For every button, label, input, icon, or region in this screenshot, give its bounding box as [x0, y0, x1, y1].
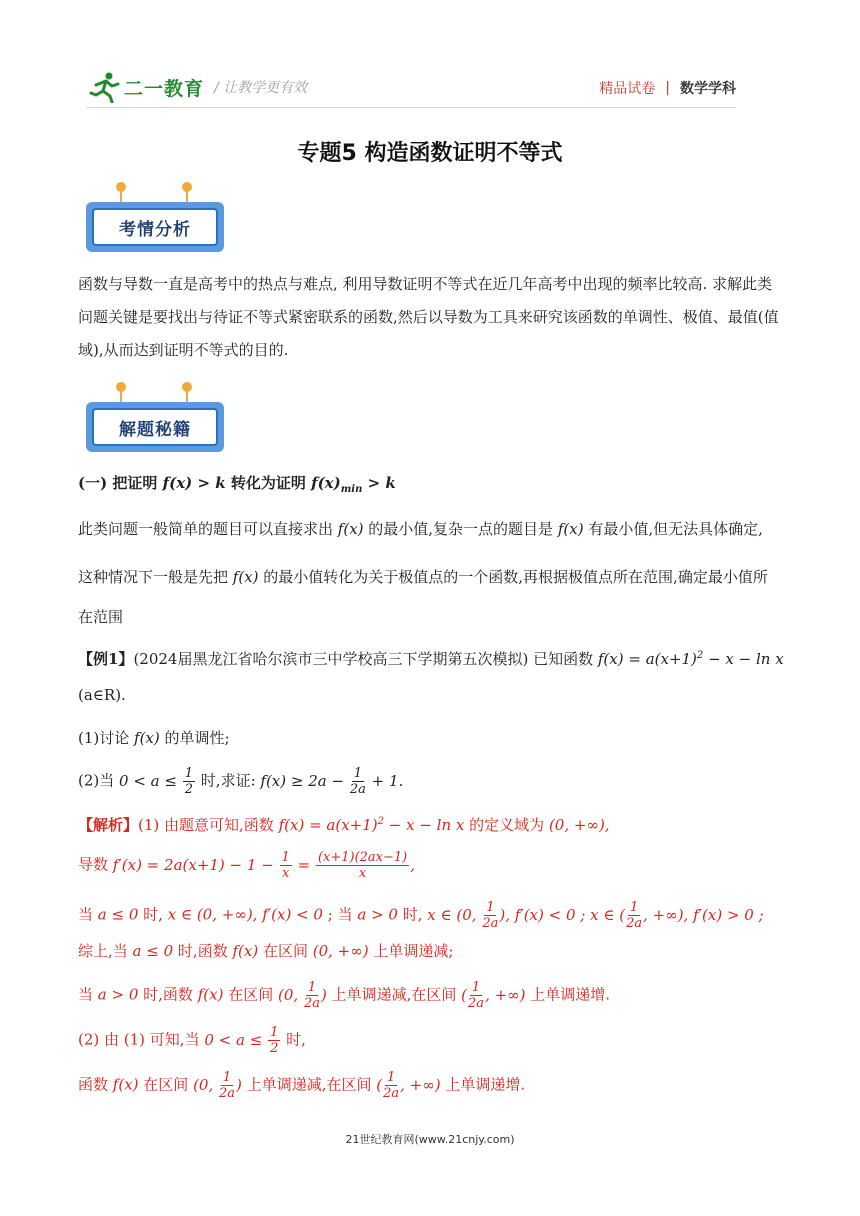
question-2	[78, 766, 403, 797]
example-label: 【例1】	[78, 650, 134, 668]
formula: (0, $\frac{1}{2a}$ )	[193, 1070, 242, 1101]
formula: ( $\frac{1}{2a}$ , +∞)	[376, 1070, 441, 1101]
formula: (0, +∞)	[307, 942, 374, 960]
text-line	[78, 566, 768, 587]
analysis-badge	[86, 182, 226, 254]
text: 时,	[143, 905, 163, 924]
formula: f(x)	[333, 520, 369, 538]
runner-logo-icon	[88, 71, 122, 103]
formula: ( $\frac{1}{2a}$ , +∞)	[461, 980, 526, 1011]
formula: x ∈ (0, +∞), f′(x) < 0	[167, 905, 323, 924]
header-subject-name: 数学学科	[680, 81, 736, 97]
text: 时,函数	[177, 942, 228, 960]
intro-line: 域),从而达到证明不等式的目的.	[78, 341, 289, 359]
section-heading	[78, 472, 396, 495]
formula: a > 0	[352, 905, 403, 924]
text: 在区间	[143, 1075, 189, 1094]
formula: 0 < a ≤ $\frac{1}{2}$	[119, 766, 194, 797]
badge-label: 解题秘籍	[92, 408, 218, 446]
formula: 0 < a ≤ $\frac{1}{2}$	[204, 1025, 279, 1056]
badge-frame	[86, 402, 224, 452]
badge-pin-icon	[116, 182, 126, 192]
text: 在区间	[262, 942, 308, 960]
text: 上单调递减,在区间	[331, 985, 457, 1004]
formula: f(x)	[228, 568, 264, 586]
formula: a ≤ 0	[127, 942, 178, 960]
solution-line	[78, 900, 764, 931]
formula: $f(x) = a(x+1)^2 - x - \ln x$	[278, 816, 465, 834]
brand-slogan: / 让教学更有效	[214, 80, 308, 96]
question-1	[78, 727, 230, 748]
text: 有最小值,但无法具体确定,	[588, 520, 763, 538]
text: 时,函数	[143, 985, 193, 1004]
formula: (0, +∞),	[548, 816, 610, 834]
formula: f(x)	[129, 729, 165, 747]
intro-paragraph	[78, 268, 782, 367]
text: 时,	[286, 1030, 306, 1049]
formula: f(x)	[192, 985, 229, 1004]
formula: f′(x) = 2a(x+1) − 1 − $\frac{1}{x}$ = $\frac{(x+1)(2ax-1)}{x}$ ,	[112, 850, 416, 881]
solution-line	[78, 850, 415, 881]
intro-line: 问题关键是要找出与待证不等式紧密联系的函数,然后以导数为工具来研究该函数的单调性、极值、最值(值	[78, 308, 779, 326]
text-line: 在范围	[78, 608, 124, 626]
text: 这种情况下一般是先把	[78, 568, 229, 586]
text: 的单调性;	[164, 729, 230, 747]
formula: a > 0	[93, 985, 144, 1004]
intro-line: 函数与导数一直是高考中的热点与难点, 利用导数证明不等式在近几年高考中出现的频率比较高. 求解此类	[78, 275, 773, 293]
header-brand	[88, 70, 307, 104]
text: 当	[78, 905, 94, 924]
text: (1) 由题意可知,函数	[138, 816, 274, 834]
solution-line	[78, 814, 610, 835]
header-divider	[86, 107, 736, 108]
text: 的最小值,复杂一点的题目是	[368, 520, 554, 538]
page-title: 专题5 构造函数证明不等式	[297, 141, 563, 166]
text: 上单调递增.	[445, 1075, 526, 1094]
formula: x ∈ (0, $\frac{1}{2a}$ ), f′(x) < 0 ; x ∈ ( $\frac{1}{2a}$ , +∞), f′(x) > 0 ;	[427, 900, 764, 931]
text: 在区间	[228, 985, 274, 1004]
solution-line	[78, 980, 610, 1011]
header-subject	[599, 78, 736, 98]
formula: $f(x) = a(x+1)^2 - x - \ln x$	[597, 650, 784, 668]
formula: (0, $\frac{1}{2a}$ )	[278, 980, 327, 1011]
text: (2)当	[78, 771, 115, 790]
formula: f(x)	[227, 942, 263, 960]
text: 的最小值转化为关于极值点的一个函数,再根据极值点所在范围,确定最小值所	[263, 568, 768, 586]
text: 时,求证:	[200, 771, 256, 790]
tips-badge	[86, 382, 226, 454]
text: 的定义域为	[469, 816, 545, 834]
brand-name: 二一教育	[124, 77, 205, 100]
text: ; 当	[327, 905, 353, 924]
text: (2024届黑龙江省哈尔滨市三中学校高三下学期第五次模拟) 已知函数	[133, 650, 594, 668]
solution-line	[78, 1025, 306, 1056]
heading-text: 转化为证明	[230, 474, 306, 492]
header-separator: |	[665, 80, 670, 96]
text: (2) 由 (1) 可知,当	[78, 1030, 200, 1049]
badge-pin-icon	[182, 182, 192, 192]
solution-line	[78, 940, 453, 961]
formula: f(x)	[553, 520, 589, 538]
badge-pin-icon	[182, 382, 192, 392]
example-line	[78, 648, 784, 669]
heading-text: (一) 把证明	[78, 474, 158, 492]
solution-line	[78, 1070, 525, 1101]
text: 上单调递减,在区间	[246, 1075, 372, 1094]
badge-pin-icon	[116, 382, 126, 392]
solution-label: 【解析】	[78, 816, 139, 834]
formula: a ≤ 0	[93, 905, 144, 924]
badge-frame	[86, 202, 224, 252]
page-footer: 21世纪教育网(www.21cnjy.com)	[345, 1133, 515, 1146]
formula: f(x)	[108, 1075, 144, 1094]
text: 函数	[78, 1075, 109, 1094]
formula: f(x) > k	[162, 474, 231, 492]
formula: f(x) ≥ 2a − $\frac{1}{2a}$ + 1.	[260, 766, 404, 797]
header-label: 精品试卷	[599, 81, 656, 97]
text: 时,	[402, 905, 423, 924]
text-line	[78, 518, 763, 539]
text: (1)讨论	[78, 729, 130, 747]
text: 此类问题一般简单的题目可以直接求出	[78, 520, 334, 538]
example-condition: (a∈R).	[78, 686, 126, 704]
badge-label: 考情分析	[92, 208, 218, 246]
formula: $f(x)_{min} > k$	[311, 474, 396, 495]
text: 导数	[78, 855, 109, 874]
text: 综上,当	[78, 942, 128, 960]
text: 上单调递增.	[530, 985, 611, 1004]
text: 上单调递减;	[373, 942, 454, 960]
text: 当	[78, 985, 94, 1004]
